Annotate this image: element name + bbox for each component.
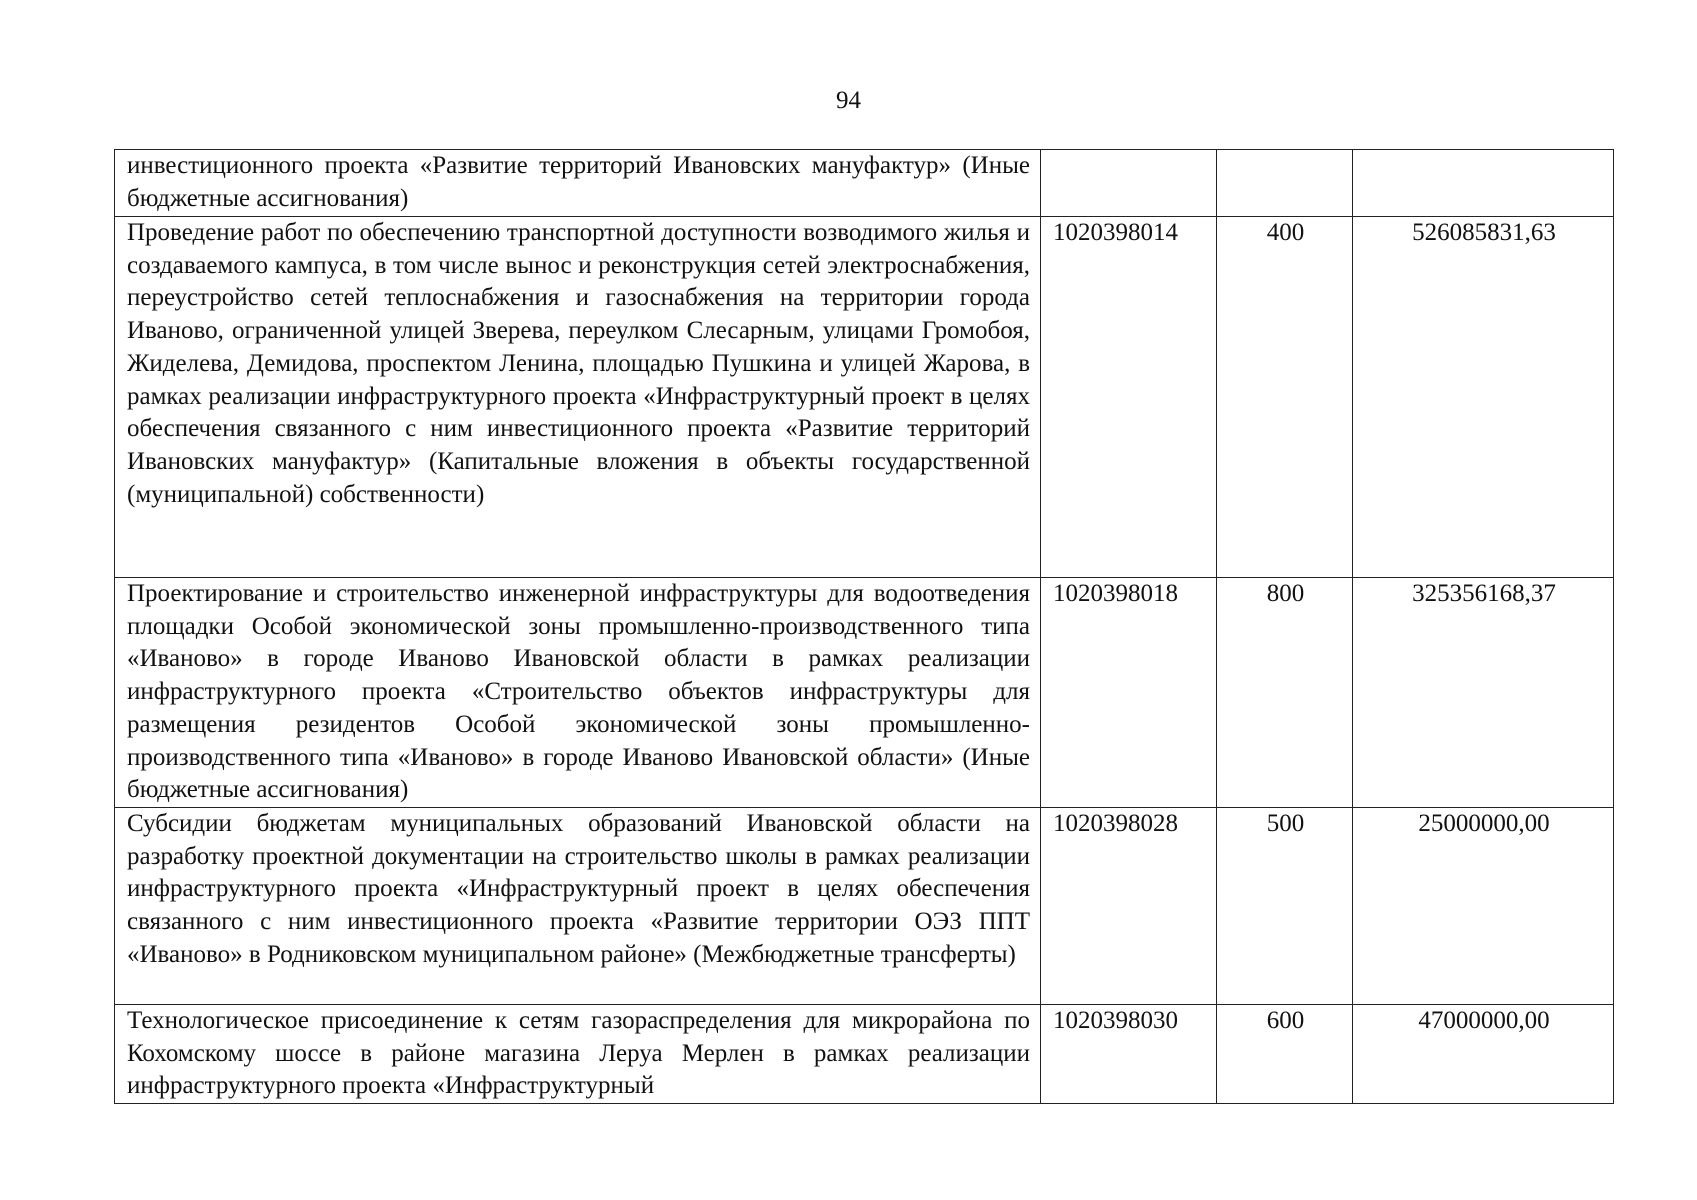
row-code: 1020398014 — [1041, 217, 1217, 578]
row-amount: 526085831,63 — [1353, 217, 1614, 578]
table-row — [115, 1004, 1614, 1103]
row-amount: 47000000,00 — [1353, 1004, 1614, 1103]
row-description: Технологическое присоединение к сетям газораспределения для микрорайона по Кохомскому шоссе в районе магазина Леруа Мерлен в рамках реализации инфраструктурного проекта «Инфраструктурный — [115, 1004, 1041, 1103]
row-description: Субсидии бюджетам муниципальных образований Ивановской области на разработку проектной документации на строительство школы в рамках реализации инфраструктурного проекта «Инфраструктурный проект в целях обеспечения связанного с ним инвестиционного проекта «Развитие территории ОЭЗ ППТ «Иваново» в Родниковском муниципальном районе» (Межбюджетные трансферты) — [115, 807, 1041, 1004]
row-code: 1020398018 — [1041, 578, 1217, 808]
row-amount — [1353, 150, 1614, 217]
table-row — [115, 578, 1614, 808]
table-row — [115, 217, 1614, 578]
budget-table — [114, 149, 1614, 1104]
row-amount: 25000000,00 — [1353, 807, 1614, 1004]
row-code: 1020398030 — [1041, 1004, 1217, 1103]
row-expense-type: 800 — [1217, 578, 1353, 808]
row-expense-type: 500 — [1217, 807, 1353, 1004]
page-number: 94 — [836, 87, 861, 114]
row-description: Проведение работ по обеспечению транспортной доступности возводимого жилья и создаваемого кампуса, в том числе вынос и реконструкция сетей электроснабжения, переустройство сетей теплоснабжения и газоснабжения на территории города Иваново, ограниченной улицей Зверева, переулком Слесарным, улицами Громобоя, Жиделева, Демидова, проспектом Ленина, площадью Пушкина и улицей Жарова, в рамках реализации инфраструктурного проекта «Инфраструктурный проект в целях обеспечения связанного с ним инвестиционного проекта «Развитие территорий Ивановских мануфактур» (Капитальные вложения в объекты государственной (муниципальной) собственности) — [115, 217, 1041, 578]
row-expense-type: 600 — [1217, 1004, 1353, 1103]
row-description: Проектирование и строительство инженерной инфраструктуры для водоотведения площадки Особой экономической зоны промышленно-производственного типа «Иваново» в городе Иваново Ивановской области в рамках реализации инфраструктурного проекта «Строительство объектов инфраструктуры для размещения резидентов Особой экономической зоны промышленно-производственного типа «Иваново» в городе Иваново Ивановской области» (Иные бюджетные ассигнования) — [115, 578, 1041, 808]
row-code — [1041, 150, 1217, 217]
row-expense-type: 400 — [1217, 217, 1353, 578]
row-expense-type — [1217, 150, 1353, 217]
row-amount: 325356168,37 — [1353, 578, 1614, 808]
row-code: 1020398028 — [1041, 807, 1217, 1004]
table-row — [115, 150, 1614, 217]
row-description: инвестиционного проекта «Развитие территорий Ивановских мануфактур» (Иные бюджетные ассигнования) — [115, 150, 1041, 217]
table-row — [115, 807, 1614, 1004]
